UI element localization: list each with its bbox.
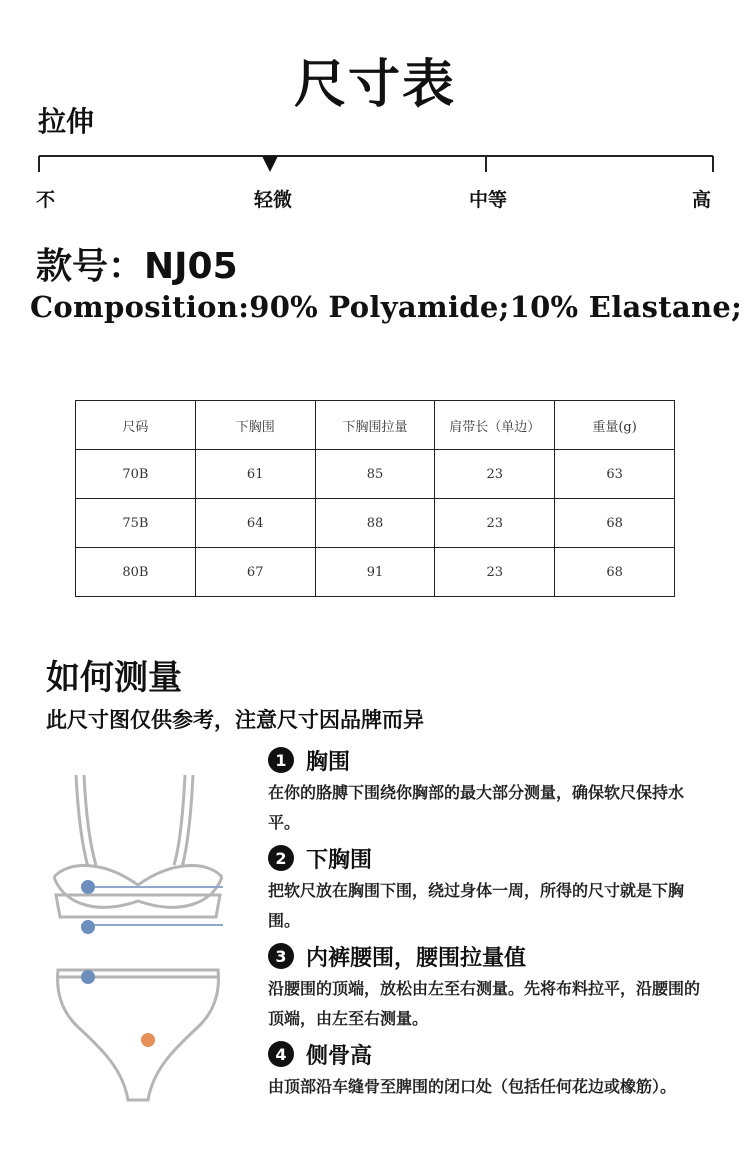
header-weight: 重量(g) [555, 401, 675, 450]
table-cell: 61 [195, 450, 315, 499]
marker-1-icon [81, 880, 95, 894]
table-cell: 70B [76, 450, 196, 499]
scale-level-none: 不 [36, 189, 56, 211]
stretch-scale [38, 150, 714, 180]
selected-marker-icon [262, 156, 278, 172]
number-badge-icon: 2 [268, 845, 294, 871]
table-cell: 88 [315, 499, 435, 548]
item-description: 把软尺放在胸围下围，绕过身体一周，所得的尺寸就是下胸围。 [268, 881, 685, 930]
table-row [76, 450, 675, 499]
table-cell: 80B [76, 548, 196, 597]
scale-level-slight: 轻微 [254, 189, 293, 211]
model-number: 款号：NJ05 [36, 246, 238, 287]
item-description: 在你的胳膊下围绕你胸部的最大部分测量，确保软尺保持水平。 [268, 783, 685, 832]
number-badge-icon: 1 [268, 747, 294, 773]
item-title: 下胸围 [306, 847, 373, 873]
marker-2-icon [81, 920, 95, 934]
table-cell: 23 [435, 548, 555, 597]
number-badge-icon: 4 [268, 1041, 294, 1067]
item-description: 沿腰围的顶端，放松由左至右测量。先将布料拉平，沿腰围的顶端，由左至右测量。 [268, 979, 701, 1028]
howto-title: 如何测量 [46, 658, 182, 698]
bra-panty-diagram-icon [48, 765, 228, 1110]
table-cell: 85 [315, 450, 435, 499]
measure-item [268, 938, 708, 1034]
measure-item [268, 840, 708, 936]
howto-subtitle: 此尺寸图仅供参考，注意尺寸因品牌而异 [46, 708, 424, 732]
item-title: 内裤腰围，腰围拉量值 [306, 945, 527, 971]
item-title: 侧骨高 [306, 1043, 373, 1069]
composition: Composition:90% Polyamide;10% Elastane; [30, 290, 743, 324]
table-row [76, 499, 675, 548]
measure-item [268, 1036, 708, 1102]
size-table [75, 400, 675, 597]
table-cell: 64 [195, 499, 315, 548]
table-cell: 91 [315, 548, 435, 597]
measure-instructions [268, 740, 708, 1102]
table-cell: 68 [555, 499, 675, 548]
table-cell: 63 [555, 450, 675, 499]
header-underbust-stretch: 下胸围拉量 [315, 401, 435, 450]
bra-band [56, 895, 220, 917]
stretch-label: 拉伸 [38, 105, 95, 138]
page-title: 尺寸表 [293, 55, 456, 115]
header-underbust: 下胸围 [195, 401, 315, 450]
table-header-row [76, 401, 675, 450]
item-description: 由顶部沿车缝骨至脾围的闭口处（包括任何花边或橡筋）。 [268, 1077, 677, 1096]
table-cell: 23 [435, 499, 555, 548]
panty [58, 970, 219, 1100]
marker-3-icon [81, 970, 95, 984]
item-title: 胸围 [306, 749, 351, 775]
scale-level-high: 高 [692, 189, 712, 211]
table-cell: 23 [435, 450, 555, 499]
table-row [76, 548, 675, 597]
bra-cups [54, 866, 222, 885]
table-cell: 75B [76, 499, 196, 548]
table-cell: 67 [195, 548, 315, 597]
number-badge-icon: 3 [268, 943, 294, 969]
header-size: 尺码 [76, 401, 196, 450]
measure-item [268, 742, 708, 838]
header-strap-length: 肩带长（单边） [435, 401, 555, 450]
table-cell: 68 [555, 548, 675, 597]
marker-4-icon [141, 1033, 155, 1047]
scale-level-medium: 中等 [469, 189, 508, 211]
